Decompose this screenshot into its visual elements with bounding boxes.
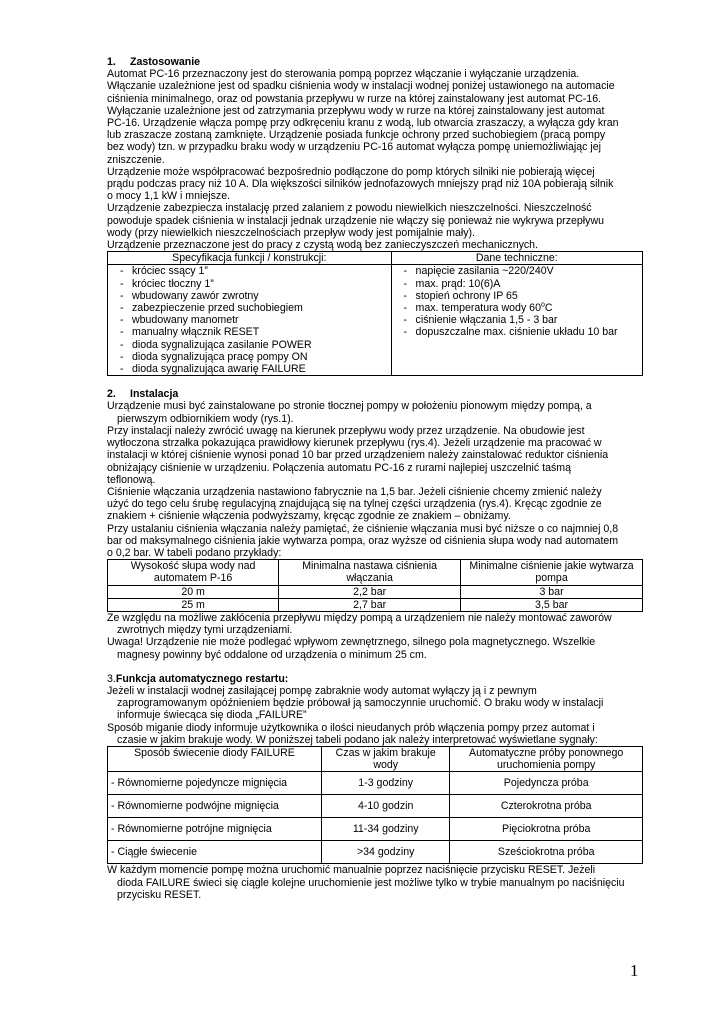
section-2-line: Przy ustalaniu ciśnienia włączania należy pamiętać, że ciśnienie włączania musi być niższe o co najmniej 0,8 (107, 522, 619, 535)
section-1-line: Włączanie uzależnione jest od spadku ciśnienia wody w instalacji wodnej poniżej ustawionego na automacie (107, 80, 615, 93)
document-page (107, 56, 643, 901)
table-cell: 20 m (108, 585, 279, 598)
section-2-line: Ciśnienie włączania urządzenia nastawiono fabrycznie na 1,5 bar. Jeżeli ciśnienie chcemy zmienić należy (107, 485, 602, 498)
pressure-table-header: Minimalne ciśnienie jakie wytwarza pompa (461, 560, 643, 585)
section-2-line: wytłoczona strzałka pokazująca prawidłowy kierunek przepływu (rys.4). Jeżeli urządzenie ma pracować w (107, 437, 602, 450)
table-cell: 11-34 godziny (322, 818, 450, 841)
section-1-line: wody (przy niewielkich nieszczelnościach przepływ wody jest pomijalnie mały). (107, 226, 475, 239)
table-cell: - Równomierne podwójne mignięcia (108, 795, 322, 818)
section-2-line: Przy instalacji należy zwrócić uwagę na kierunek przepływu wody przez urządzenie. Na obudowie jest (107, 424, 585, 437)
spec-item: - dioda sygnalizująca pracę pompy ON (120, 351, 387, 363)
section-2-body (107, 400, 643, 559)
section-2-line: obniżający ciśnienie w urządzeniu. Połączenia automatu PC-16 z rurami najlepiej uszczelnić taśmą (107, 461, 571, 474)
tech-item: - ciśnienie włączania 1,5 - 3 bar (404, 314, 638, 326)
section-2-line: teflonową. (107, 473, 156, 486)
section-2-line: instalacji w której ciśnienie wynosi ponad 10 bar przed urządzeniem należy zainstalować reduktor ciśnienia (107, 449, 609, 462)
temperature-unit: C (544, 302, 553, 315)
section-1-line: bez wody) tzn. w przypadku braku wody w urządzeniu PC-16 automat wyłącza pompę uniemożliwiając jej (107, 141, 602, 154)
table-cell: Pięciokrotna próba (450, 818, 643, 841)
section-1-line: powoduje spadek ciśnienia w instalacji jednak urządzenie nie włączy się ponieważ nie wykrywa przepływu (107, 214, 604, 227)
section-3-number: 3. (107, 672, 116, 685)
tech-item: - stopień ochrony IP 65 (404, 290, 638, 302)
spec-item: - dioda sygnalizująca awarię FAILURE (120, 363, 387, 375)
table-row (108, 585, 643, 598)
table-row (108, 598, 643, 611)
section-3-line: Jeżeli w instalacji wodnej zasilającej pompę zabraknie wody automat wyłączy ją i z pewnym (107, 684, 537, 697)
table-cell: - Równomierne potrójne mignięcia (108, 818, 322, 841)
table-cell: 4-10 godzin (322, 795, 450, 818)
failure-table (107, 746, 643, 864)
section-1-line: lub zraszacze zostaną zamknięte. Urządzenie posiada funkcje ochrony przed suchobiegiem (pracą pompy (107, 129, 606, 142)
temperature-text: max. temperatura wody 60 (415, 302, 541, 315)
failure-table-header: Sposób świecenie diody FAILURE (108, 746, 322, 771)
section-2-line: o 0,2 bar. W tabeli podano przykłady: (107, 546, 282, 559)
tech-item: - max. prąd: 10(6)A (404, 278, 638, 290)
table-cell: 2,7 bar (279, 598, 461, 611)
table-cell: Sześciokrotna próba (450, 841, 643, 864)
section-3-heading (107, 673, 643, 685)
section-1-line: Automat PC-16 przeznaczony jest do sterowania pompą poprzez włączanie i wyłączanie urządzenia. (107, 68, 580, 81)
section-1-heading (107, 56, 643, 68)
section-3-line: czasie w jakim brakuje wody. W poniższej tabeli podano jak należy interpretować wyświetlane sygnały: (117, 733, 598, 746)
section-1-line: prądu podczas pracy niż 10 A. Dla większości silników jednofazowych mniejszy prąd niż 10A pobierają silnik (107, 178, 614, 191)
section-3-footer-line: W każdym momencie pompę można uruchomić manualnie poprzez naciśnięcie przycisku RESET. Jeżeli (107, 864, 596, 877)
section-2-number: 2. (107, 388, 116, 401)
section-1-line: o mocy 1,1 kW i mniejsze. (107, 190, 231, 203)
section-2-line: bar od maksymalnego ciśnienia jakie wytwarza pompa, oraz wyższe od ciśnienia słupa wody nad automatem (107, 534, 619, 547)
spec-header: Specyfikacja funkcji / konstrukcji: (108, 252, 392, 265)
table-row (108, 818, 643, 841)
section-1-number: 1. (107, 56, 116, 68)
spec-table (107, 251, 643, 376)
spec-list (112, 265, 387, 375)
section-3-footer-line: dioda FAILURE świeci się ciągle kolejne uruchomienie jest możliwe tylko w trybie manualnym po naciśnięciu (117, 876, 625, 889)
table-cell: 3,5 bar (461, 598, 643, 611)
tech-item: - dopuszczalne max. ciśnienie układu 10 bar (404, 326, 638, 338)
section-2-title: Instalacja (130, 388, 179, 401)
section-2-line: użyć do tego celu śrubę regulacyjną znajdującą się na tylnej części urządzenia (rys.4). Kręcąc zgodnie ze (107, 498, 602, 511)
section-3-line: informuje świecąca się dioda „FAILURE” (117, 709, 307, 722)
section-1-line: PC-16. Urządzenie włącza pompę przy odkręceniu kranu z wodą, lub otwarcia zraszaczy, a wyłącza gdy kran (107, 117, 619, 130)
spec-item: - dioda sygnalizująca zasilanie POWER (120, 339, 387, 351)
section-3-footer (107, 864, 643, 901)
section-3-line: Sposób miganie diody informuje użytkownika o ilości nieudanych prób włączenia pompy przez automat i (107, 721, 595, 734)
section-3-title: Funkcja automatycznego restartu: (115, 672, 289, 685)
section-2-line: znakiem + ciśnienie włączenia podwyższamy, kręcąc zgodnie ze znakiem – obniżamy. (107, 510, 511, 523)
section-1-line: Urządzenie przeznaczone jest do pracy z czystą wodą bez zanieczyszczeń mechanicznych. (107, 239, 539, 252)
spec-item: - manualny włącznik RESET (120, 326, 387, 338)
section-2-notes (107, 612, 643, 661)
section-1-line: Wyłączanie uzależnione jest od zatrzymania przepływu wody w rurze na której zainstalowany jest automat (107, 104, 605, 117)
failure-table-header: Automatyczne próby ponownego uruchomienia pompy (450, 746, 643, 771)
tech-list (396, 265, 638, 338)
spec-item: - zabezpieczenie przed suchobiegiem (120, 302, 387, 314)
section-2-note-line: Ze względu na możliwe zakłócenia przepływu między pompą a urządzeniem nie należy montować zaworów (107, 611, 612, 624)
pressure-table-header: Wysokość słupa wody nad automatem P-16 (108, 560, 279, 585)
table-cell: Pojedyncza próba (450, 772, 643, 795)
section-1-line: ciśnienia minimalnego, oraz od powstania przepływu w rurze na której zainstalowany jest automat PC-16. (107, 92, 602, 105)
section-1-title: Zastosowanie (130, 56, 201, 68)
section-1-line: Urządzenie zabezpiecza instalację przed zalaniem z powodu niewielkich nieszczelności. Nieszczelność (107, 202, 592, 215)
table-cell: Czterokrotna próba (450, 795, 643, 818)
table-cell: 1-3 godziny (322, 772, 450, 795)
tech-list-cell (391, 265, 642, 376)
table-cell: >34 godziny (322, 841, 450, 864)
pressure-table (107, 559, 643, 612)
section-2-line: Urządzenie musi być zainstalowane po stronie tłocznej pompy w położeniu pionowym między pompą, a (107, 400, 592, 413)
table-row (108, 795, 643, 818)
tech-item: - napięcie zasilania ~220/240V (404, 265, 638, 277)
section-1-line: Urządzenie może współpracować bezpośrednio podłączone do pomp których silniki nie pobierają więcej (107, 165, 595, 178)
page-number: 1 (630, 961, 639, 980)
table-row (108, 772, 643, 795)
pressure-table-header: Minimalna nastawa ciśnienia włączania (279, 560, 461, 585)
spec-list-cell (108, 265, 392, 376)
degree-sup: o (540, 301, 545, 309)
spec-item: - króciec tłoczny 1” (120, 278, 387, 290)
spec-item: - wbudowany zawór zwrotny (120, 290, 387, 302)
table-cell: 2,2 bar (279, 585, 461, 598)
section-1-line: zniszczenie. (107, 153, 165, 166)
table-cell: - Ciągłe świecenie (108, 841, 322, 864)
section-2-heading (107, 388, 643, 400)
table-cell: 25 m (108, 598, 279, 611)
table-cell: - Równomierne pojedyncze mignięcia (108, 772, 322, 795)
table-row (108, 841, 643, 864)
table-cell: 3 bar (461, 585, 643, 598)
section-3-body (107, 685, 643, 746)
section-2-note-line: magnesy powinny być oddalone od urządzenia o minimum 25 cm. (117, 648, 427, 661)
section-2-line: pierwszym odbiornikiem wody (rys.1). (117, 412, 294, 425)
tech-item-temperature (404, 302, 638, 314)
failure-table-header: Czas w jakim brakuje wody (322, 746, 450, 771)
section-3-footer-line: przycisku RESET. (117, 888, 202, 901)
section-3-line: zaprogramowanym opóźnieniem będzie próbował ją samoczynnie uruchomić. O braku wody w instalacji (117, 697, 604, 710)
section-1-body (107, 68, 643, 251)
section-2-note-line: zwrotnych między tymi urządzeniami. (117, 624, 293, 637)
section-2-note-line: Uwaga! Urządzenie nie może podlegać wpływom zewnętrznego, silnego pola magnetycznego. Wszelkie (107, 636, 596, 649)
spec-item: - wbudowany manometr (120, 314, 387, 326)
tech-header: Dane techniczne: (391, 252, 642, 265)
spec-item: - króciec ssący 1” (120, 265, 387, 277)
